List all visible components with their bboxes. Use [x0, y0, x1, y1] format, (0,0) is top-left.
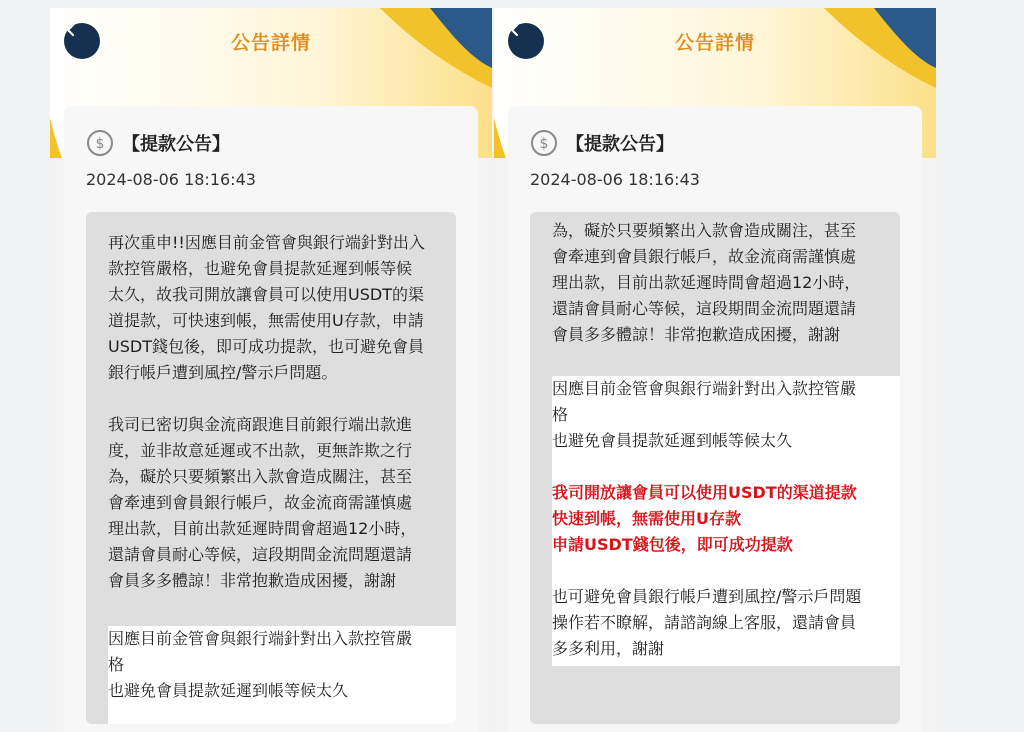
highlight-text: 申請USDT錢包後，即可成功提款	[552, 535, 793, 554]
page-title: 公告詳情	[674, 32, 755, 54]
announcement-screen-left	[50, 8, 492, 732]
notice-content	[86, 212, 456, 724]
embedded-notice: 因應目前金管會與銀行端針對出入款控管嚴 格 也避免會員提款延遲到帳等候太久 我司開放讓會員可以使用USDT的渠道提款 快速到帳，無需使用U存款 申請USDT錢包後，即可成功提款 也可避免會員銀行帳戶遭到風控/警示戶問題 操作若不瞭解，請諮詢線上客服，還請會員 多多利用，謝謝	[552, 376, 900, 666]
notice-content[interactable]	[530, 212, 900, 724]
embedded-notice: 因應目前金管會與銀行端針對出入款控管嚴 格 也避免會員提款延遲到帳等候太久	[108, 626, 456, 724]
highlight-text: 我司開放讓會員可以使用USDT的渠道提款	[552, 483, 857, 502]
notice-header	[86, 128, 230, 158]
dollar-coin-icon	[530, 129, 558, 157]
notice-card	[508, 106, 922, 732]
notice-title: 【提款公告】	[122, 134, 230, 155]
notice-datetime: 2024-08-06 18:16:43	[86, 170, 256, 189]
notice-header	[530, 128, 674, 158]
dollar-coin-icon	[86, 129, 114, 157]
highlight-text: 快速到帳，無需使用U存款	[552, 509, 741, 528]
page-title: 公告詳情	[230, 32, 311, 54]
notice-datetime: 2024-08-06 18:16:43	[530, 170, 700, 189]
svg-text:$: $	[539, 136, 549, 152]
svg-text:$: $	[95, 136, 105, 152]
paragraph: 為，礙於只要頻繁出入款會造成關注，甚至 會牽連到會員銀行帳戶，故金流商需謹慎處 理出款，目前出款延遲時間會超過12小時， 還請會員耐心等候，這段期間金流問題還請 會員多多體諒！非常抱歉造成困擾，謝謝	[552, 221, 861, 344]
paragraph: 再次重申!!因應目前金管會與銀行端針對出入 款控管嚴格，也避免會員提款延遲到帳等候 太久，故我司開放讓會員可以使用USDT的渠 道提款，可快速到帳，無需使用U存款，申請 USDT錢包後，即可成功提款，也可避免會員 銀行帳戶遭到風控/警示戶問題。	[108, 233, 425, 382]
paragraph: 我司已密切與金流商跟進目前銀行端出款進 度，並非故意延遲或不出款，更無詐欺之行 為，礙於只要頻繁出入款會造成關注，甚至 會牽連到會員銀行帳戶，故金流商需謹慎處 理出款，目前出款延遲時間會超過12小時， 還請會員耐心等候，這段期間金流問題還請 會員多多體諒！非常抱歉造成困擾，謝謝	[108, 415, 417, 590]
notice-card	[64, 106, 478, 732]
notice-title: 【提款公告】	[566, 134, 674, 155]
announcement-screen-right	[494, 8, 936, 732]
